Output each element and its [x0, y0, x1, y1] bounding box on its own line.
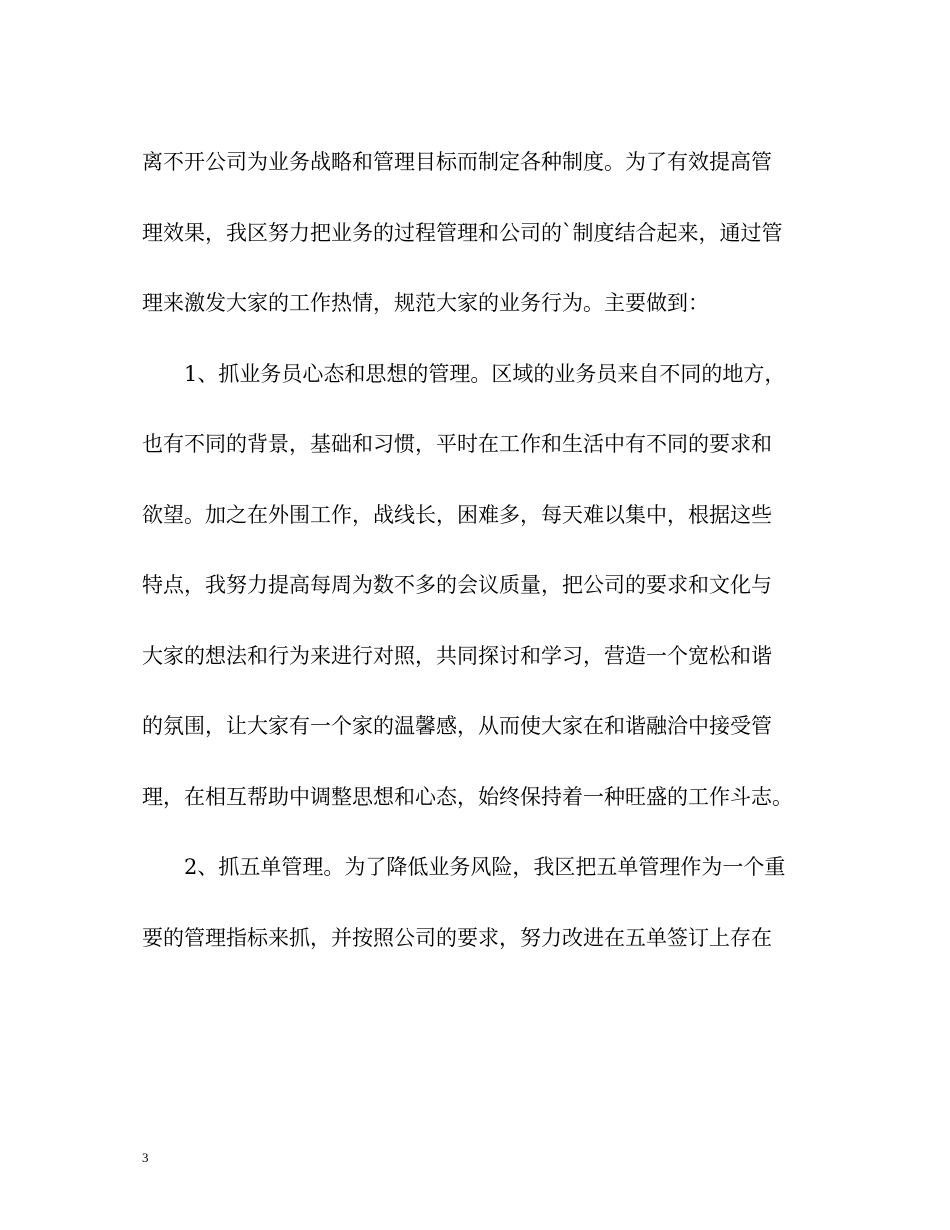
text-line: 大家的想法和行为来进行对照，共同探讨和学习，营造一个宽松和谐 — [142, 643, 772, 668]
paragraph-2-start: 2、抓五单管理。为了降低业务风险，我区把五单管理作为一个重 — [184, 855, 786, 879]
paragraph-1-start: 1、抓业务员心态和思想的管理。区域的业务员来自不同的地方， — [184, 361, 786, 386]
text-line: 也有不同的背景，基础和习惯，平时在工作和生活中有不同的要求和 — [142, 432, 772, 456]
text-line: 理效果，我区努力把业务的过程管理和公司的`制度结合起来，通过管 — [142, 220, 783, 245]
text-line: 理来激发大家的工作热情，规范大家的业务行为。主要做到： — [142, 291, 709, 315]
text-line: 离不开公司为业务战略和管理目标而制定各种制度。为了有效提高管 — [142, 150, 772, 174]
text-line: 欲望。加之在外围工作，战线长，困难多，每天难以集中，根据这些 — [142, 502, 772, 527]
text-line: 要的管理指标来抓，并按照公司的要求，努力改进在五单签订上存在 — [142, 925, 772, 950]
text-line: 理，在相互帮助中调整思想和心态，始终保持着一种旺盛的工作斗志。 — [142, 784, 793, 809]
body-text — [142, 140, 812, 986]
text-line: 特点，我努力提高每周为数不多的会议质量，把公司的要求和文化与 — [142, 573, 772, 597]
text-line: 的氛围，让大家有一个家的温馨感，从而使大家在和谐融洽中接受管 — [142, 714, 772, 738]
page-number: 3 — [142, 1150, 149, 1165]
